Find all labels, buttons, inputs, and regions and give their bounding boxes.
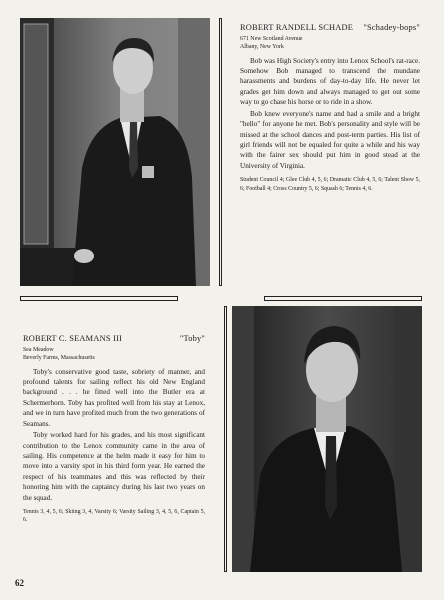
- bio-seamans: [23, 333, 205, 525]
- bio-paragraph-1: Toby's conservative good taste, sobriety of manner, and profound talents for sailing reflect his old New England background . . . he fitted well into the Butler era at Schermerhorn. Toby has profited well from his stay at Lenox, and we in turn have profited much from the two generations of Seamans.: [23, 367, 205, 428]
- bio-paragraph-2: Bob knew everyone's name and had a smile and a bright "hello" for anyone he met. Bob's personality and style will be missed at the school dances and post-term parties. His list of girl friends will not be equaled for quite a while and his way with the fairer sex should put him in good stead at the University of Virginia.: [240, 109, 420, 170]
- activities-list: Tennis 3, 4, 5, 6; Skiing 3, 4, Varsity 6; Varsity Sailing 3, 4, 5, 6, Captain 5, 6.: [23, 509, 205, 524]
- horizontal-rule-top-right: [264, 296, 422, 301]
- student-address: [23, 347, 205, 362]
- bio-paragraph-1: Bob was High Society's entry into Lenox School's rat-race. Somehow Bob managed to transcend the mundane harassments and burdens of day-to-day life. He never let grades get him down and always managed to get out some way to go chase his horse or to ride in a show.: [240, 56, 420, 107]
- vertical-rule-top: [219, 18, 222, 286]
- vertical-rule-bottom: [224, 306, 227, 572]
- bio-paragraph-2: Toby worked hard for his grades, and his most significant contribution to the Lenox community came in the area of sailing. His competence at the helm made it easy for him to move into a varsity spot in his third form year. He earned the respect of his teammates and this was reflected by their honoring him with the captaincy during his last two years on the squad.: [23, 431, 205, 502]
- student-nickname: "Toby": [179, 334, 205, 343]
- student-name: ROBERT RANDELL SCHADE: [240, 23, 354, 32]
- bio-schade: [240, 22, 420, 193]
- address-line1: Sea Meadow: [23, 347, 54, 354]
- portrait-photo-seamans: [232, 306, 422, 572]
- student-nickname: "Schadey-bops": [363, 23, 420, 32]
- portrait-photo-schade: [20, 18, 210, 286]
- page-number: 62: [15, 578, 24, 588]
- address-line2: Albany, New York: [240, 43, 284, 50]
- activities-list: Student Council 4; Glee Club 4, 5, 6; Dramatic Club 4, 5, 6; Talent Show 5, 6; Football 4; Cross Country 5, 6; Squash 6; Tennis 4, 6.: [240, 177, 420, 192]
- horizontal-rule-top-left: [20, 296, 178, 301]
- address-line1: 671 New Scotland Avenue: [240, 36, 303, 43]
- student-address: [240, 36, 420, 51]
- student-name: ROBERT C. SEAMANS III: [23, 334, 122, 343]
- address-line2: Beverly Farms, Massachusetts: [23, 354, 95, 361]
